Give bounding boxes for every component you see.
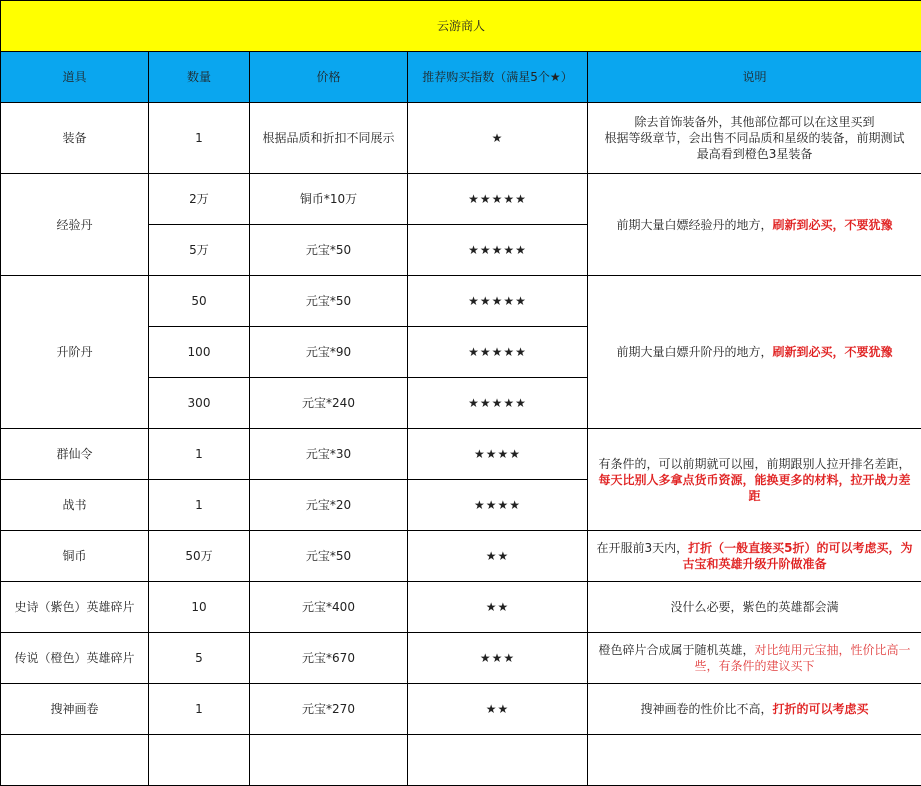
price-cell: 元宝*400	[250, 582, 408, 633]
item-cell: 史诗（紫色）英雄碎片	[1, 582, 149, 633]
item-cell: 搜神画卷	[1, 684, 149, 735]
note-highlight: 刷新到必买，不要犹豫	[773, 218, 893, 232]
note-text: 有条件的，可以前期就可以囤，前期跟别人拉开排名差距，	[599, 457, 911, 471]
quantity-cell: 50万	[149, 531, 250, 582]
price-cell: 根据品质和折扣不同展示	[250, 103, 408, 174]
header-quantity: 数量	[149, 52, 250, 103]
quantity-cell: 1	[149, 103, 250, 174]
price-cell: 元宝*30	[250, 429, 408, 480]
table-row	[1, 276, 921, 327]
header-price: 价格	[250, 52, 408, 103]
rating-cell: ★★	[408, 531, 588, 582]
rating-cell: ★★★★★	[408, 378, 588, 429]
price-cell: 元宝*240	[250, 378, 408, 429]
rating-cell: ★★	[408, 684, 588, 735]
note-highlight: 每天比别人多拿点货币资源，能换更多的材料，拉开战力差距	[599, 473, 911, 503]
quantity-cell: 100	[149, 327, 250, 378]
note-text: 搜神画卷的性价比不高，	[641, 702, 773, 716]
note-cell	[588, 174, 921, 276]
note-cell	[588, 103, 921, 174]
quantity-cell: 1	[149, 429, 250, 480]
table-row	[1, 531, 921, 582]
price-cell: 元宝*50	[250, 276, 408, 327]
note-cell: 没什么必要，紫色的英雄都会满	[588, 582, 921, 633]
note-cell	[588, 531, 921, 582]
rating-cell: ★★★★	[408, 429, 588, 480]
note-text: 前期大量白嫖升阶丹的地方，	[617, 345, 773, 359]
price-cell: 元宝*670	[250, 633, 408, 684]
price-cell: 元宝*270	[250, 684, 408, 735]
header-rating: 推荐购买指数（满星5个★）	[408, 52, 588, 103]
table-row	[1, 174, 921, 225]
quantity-cell: 5万	[149, 225, 250, 276]
note-cell	[588, 735, 921, 786]
note-highlight: 刷新到必买，不要犹豫	[773, 345, 893, 359]
quantity-cell: 50	[149, 276, 250, 327]
note-highlight: 对比纯用元宝抽，性价比高一些，有条件的建议买下	[695, 643, 911, 673]
note-highlight: 打折的可以考虑买	[773, 702, 869, 716]
table-row	[1, 582, 921, 633]
quantity-cell: 2万	[149, 174, 250, 225]
note-cell	[588, 429, 921, 531]
price-cell: 元宝*20	[250, 480, 408, 531]
item-cell: 战书	[1, 480, 149, 531]
rating-cell: ★★★★★	[408, 225, 588, 276]
table-row	[1, 684, 921, 735]
item-cell: 铜币	[1, 531, 149, 582]
table-row	[1, 633, 921, 684]
item-cell: 群仙令	[1, 429, 149, 480]
note-line: 除去首饰装备外，其他部位都可以在这里买到	[594, 114, 915, 130]
item-cell: 升阶丹	[1, 276, 149, 429]
rating-cell	[408, 735, 588, 786]
item-cell	[1, 735, 149, 786]
table-row	[1, 735, 921, 786]
price-cell: 元宝*50	[250, 531, 408, 582]
table-row	[1, 103, 921, 174]
rating-cell: ★★	[408, 582, 588, 633]
quantity-cell: 5	[149, 633, 250, 684]
rating-cell: ★★★★	[408, 480, 588, 531]
price-cell	[250, 735, 408, 786]
note-cell	[588, 684, 921, 735]
note-highlight: 打折（一般直接买5折）的可以考虑买，为古宝和英雄升级升阶做准备	[683, 541, 913, 571]
header-item: 道具	[1, 52, 149, 103]
note-line: 最高看到橙色3星装备	[594, 146, 915, 162]
quantity-cell: 1	[149, 480, 250, 531]
item-cell: 装备	[1, 103, 149, 174]
rating-cell: ★★★★★	[408, 174, 588, 225]
price-cell: 元宝*50	[250, 225, 408, 276]
note-line: 根据等级章节，会出售不同品质和星级的装备，前期测试	[594, 130, 915, 146]
note-text: 在开服前3天内，	[597, 541, 689, 555]
rating-cell: ★★★★★	[408, 276, 588, 327]
rating-cell: ★★★	[408, 633, 588, 684]
price-cell: 铜币*10万	[250, 174, 408, 225]
quantity-cell	[149, 735, 250, 786]
note-cell	[588, 633, 921, 684]
item-cell: 经验丹	[1, 174, 149, 276]
quantity-cell: 1	[149, 684, 250, 735]
note-cell	[588, 276, 921, 429]
table-title: 云游商人	[1, 1, 921, 52]
price-cell: 元宝*90	[250, 327, 408, 378]
quantity-cell: 10	[149, 582, 250, 633]
table-row	[1, 429, 921, 480]
rating-cell: ★	[408, 103, 588, 174]
quantity-cell: 300	[149, 378, 250, 429]
note-text: 前期大量白嫖经验丹的地方，	[617, 218, 773, 232]
item-cell: 传说（橙色）英雄碎片	[1, 633, 149, 684]
note-text: 橙色碎片合成属于随机英雄，	[599, 643, 755, 657]
header-note: 说明	[588, 52, 921, 103]
rating-cell: ★★★★★	[408, 327, 588, 378]
